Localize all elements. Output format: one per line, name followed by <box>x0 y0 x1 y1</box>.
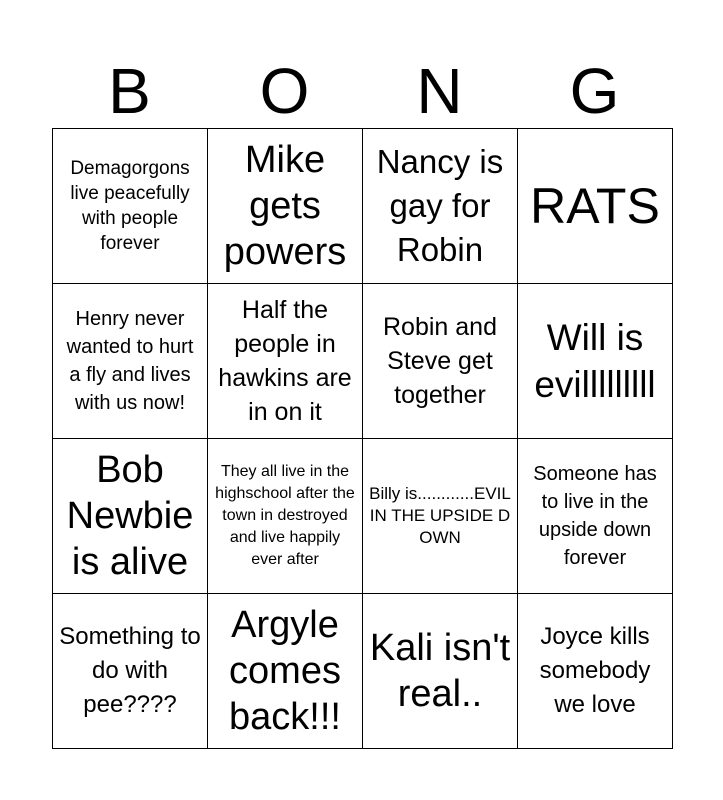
header-letter-b: B <box>108 55 151 127</box>
bingo-board <box>52 128 673 749</box>
board-row-1 <box>53 129 673 284</box>
board-row-4 <box>53 594 673 749</box>
bingo-cell-r1c3[interactable]: Nancy is gay for Robin <box>363 129 518 284</box>
board-row-2 <box>53 284 673 439</box>
bingo-cell-r2c1[interactable]: Henry never wanted to hurt a fly and lives with us now! <box>53 284 208 439</box>
bingo-cell-r2c3[interactable]: Robin and Steve get together <box>363 284 518 439</box>
bingo-header <box>52 55 672 127</box>
bingo-cell-r3c4[interactable]: Someone has to live in the upside down forever <box>518 439 673 594</box>
bingo-cell-r3c1[interactable]: Bob Newbie is alive <box>53 439 208 594</box>
bingo-cell-r4c1[interactable]: Something to do with pee???? <box>53 594 208 749</box>
header-letter-n: N <box>416 55 463 127</box>
header-letter-o: O <box>259 55 310 127</box>
bingo-cell-r3c3[interactable]: Billy is............EVIL IN THE UPSIDE DOWN <box>363 439 518 594</box>
bingo-cell-r1c2[interactable]: Mike gets powers <box>208 129 363 284</box>
board-row-3 <box>53 439 673 594</box>
bingo-cell-r1c1[interactable]: Demagorgons live peacefully with people forever <box>53 129 208 284</box>
bingo-cell-r3c2[interactable]: They all live in the highschool after the town in destroyed and live happily ever after <box>208 439 363 594</box>
header-letter-g: G <box>569 55 620 127</box>
bingo-cell-r4c3[interactable]: Kali isn't real.. <box>363 594 518 749</box>
bingo-cell-r4c2[interactable]: Argyle comes back!!! <box>208 594 363 749</box>
bingo-cell-r4c4[interactable]: Joyce kills somebody we love <box>518 594 673 749</box>
bingo-cell-r2c2[interactable]: Half the people in hawkins are in on it <box>208 284 363 439</box>
bingo-cell-r1c4[interactable]: RATS <box>518 129 673 284</box>
bingo-cell-r2c4[interactable]: Will is evilllllllll <box>518 284 673 439</box>
